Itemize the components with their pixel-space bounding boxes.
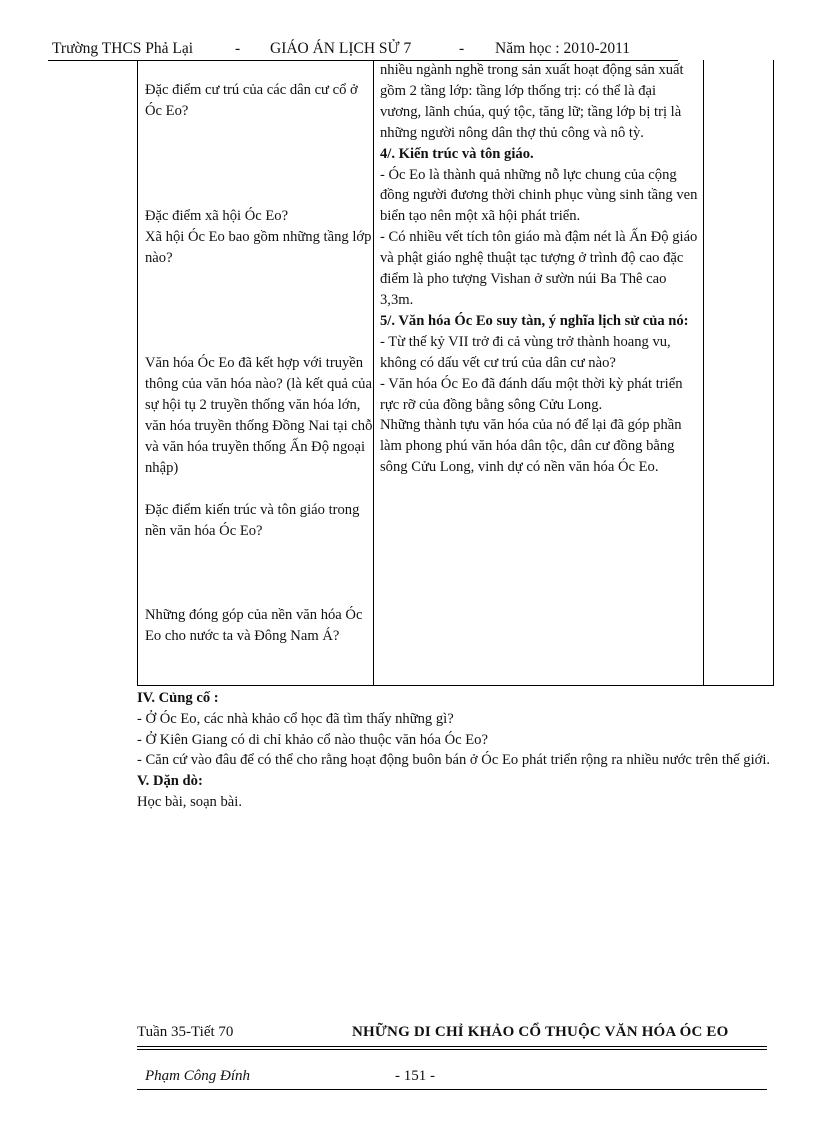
header-separator: - bbox=[459, 40, 465, 57]
column-divider bbox=[703, 60, 704, 685]
column-divider bbox=[373, 60, 374, 685]
header-school-year: Năm học : 2010-2011 bbox=[495, 40, 631, 57]
lesson-closing bbox=[137, 688, 777, 813]
content-paragraph: - Óc Eo là thành quả những nỗ lực chung của cộng đồng người đương thời chinh phục vùng sinh tầng ven biển tạo nên một xã hội phát triển. bbox=[380, 166, 698, 225]
content-paragraph: Những thành tựu văn hóa của nó để lại đã góp phần làm phong phú văn hóa dân tộc, dân cư đồng bằng sông Cửu Long, vinh dự có nền văn hóa Óc Eo. bbox=[380, 417, 682, 476]
consolidation-item: - Ở Óc Eo, các nhà khảo cổ học đã tìm thấy những gì? bbox=[137, 710, 454, 727]
homework-text: Học bài, soạn bài. bbox=[137, 793, 242, 810]
week-period: Tuần 35-Tiết 70 bbox=[137, 1024, 234, 1040]
content-paragraph: - Văn hóa Óc Eo đã đánh dấu một thời kỳ phát triển rực rỡ của đồng bằng sông Cửu Long. bbox=[380, 375, 683, 413]
homework-heading: V. Dặn dò: bbox=[137, 773, 203, 790]
header-school: Trường THCS Phả Lại bbox=[52, 40, 194, 57]
question-social-classes: Xã hội Óc Eo bao gồm những tầng lớp nào? bbox=[145, 229, 372, 266]
consolidation-item: - Ở Kiên Giang có di chỉ khảo cổ nào thuộc văn hóa Óc Eo? bbox=[137, 731, 488, 748]
section-heading-decline: 5/. Văn hóa Óc Eo suy tàn, ý nghĩa lịch sử của nó: bbox=[380, 312, 689, 329]
footer-rule bbox=[137, 1046, 767, 1047]
question-contributions: Những đóng góp của nền văn hóa Óc Eo cho nước ta và Đông Nam Á? bbox=[145, 607, 363, 644]
footer-rule bbox=[137, 1089, 767, 1090]
header-separator: - bbox=[235, 40, 241, 57]
lesson-title: NHỮNG DI CHỈ KHẢO CỔ THUỘC VĂN HÓA ÓC EO bbox=[352, 1024, 729, 1040]
question-residence: Đặc điểm cư trú của các dân cư cổ ở Óc Eo? bbox=[145, 82, 358, 119]
consolidation-heading: IV. Củng cố : bbox=[137, 690, 219, 706]
consolidation-item: - Căn cứ vào đâu để có thể cho rằng hoạt động buôn bán ở Óc Eo phát triển rộng ra nhiều nước trên thế giới. bbox=[137, 752, 771, 769]
question-architecture-religion: Đặc điểm kiến trúc và tôn giáo trong nền văn hóa Óc Eo? bbox=[145, 502, 360, 539]
content-column bbox=[380, 60, 700, 478]
page-number: - 151 - bbox=[395, 1068, 435, 1084]
content-paragraph: - Có nhiều vết tích tôn giáo mà đậm nét là Ấn Độ giáo và phật giáo nghệ thuật tạc tượng ở trình độ cao đặc điểm là pho tượng Vishan ở sườn núi Ba Thê cao 3,3m. bbox=[380, 229, 698, 308]
content-paragraph: nhiều ngành nghề trong sản xuất hoạt động sản xuất gồm 2 tầng lớp: tầng lớp thống trị: có thể là đại vương, lãnh chúa, quý tộc, tăng lữ; tầng lớp bị trị là những người nông dân thợ thủ công và nô tỳ. bbox=[380, 62, 684, 141]
question-society: Đặc điểm xã hội Óc Eo? bbox=[145, 208, 289, 224]
question-cultural-fusion: Văn hóa Óc Eo đã kết hợp với truyền thông của văn hóa nào? (là kết quả của sự hội tụ 2 truyền thống văn hóa lớn, văn hóa truyền thống Đồng Nai tại chỗ và văn hóa truyền thống Ấn Độ ngoại nhập) bbox=[145, 355, 373, 476]
header-subject: GIÁO ÁN LỊCH SỬ 7 bbox=[270, 40, 412, 57]
footer-rule bbox=[137, 1049, 767, 1050]
author-name: Phạm Công Đính bbox=[145, 1068, 250, 1084]
section-heading-architecture: 4/. Kiến trúc và tôn giáo. bbox=[380, 145, 534, 162]
lesson-table bbox=[137, 60, 774, 686]
content-paragraph: - Từ thế kỷ VII trở đi cả vùng trở thành hoang vu, không có dấu vết cư trú của dân cư nào? bbox=[380, 333, 671, 371]
